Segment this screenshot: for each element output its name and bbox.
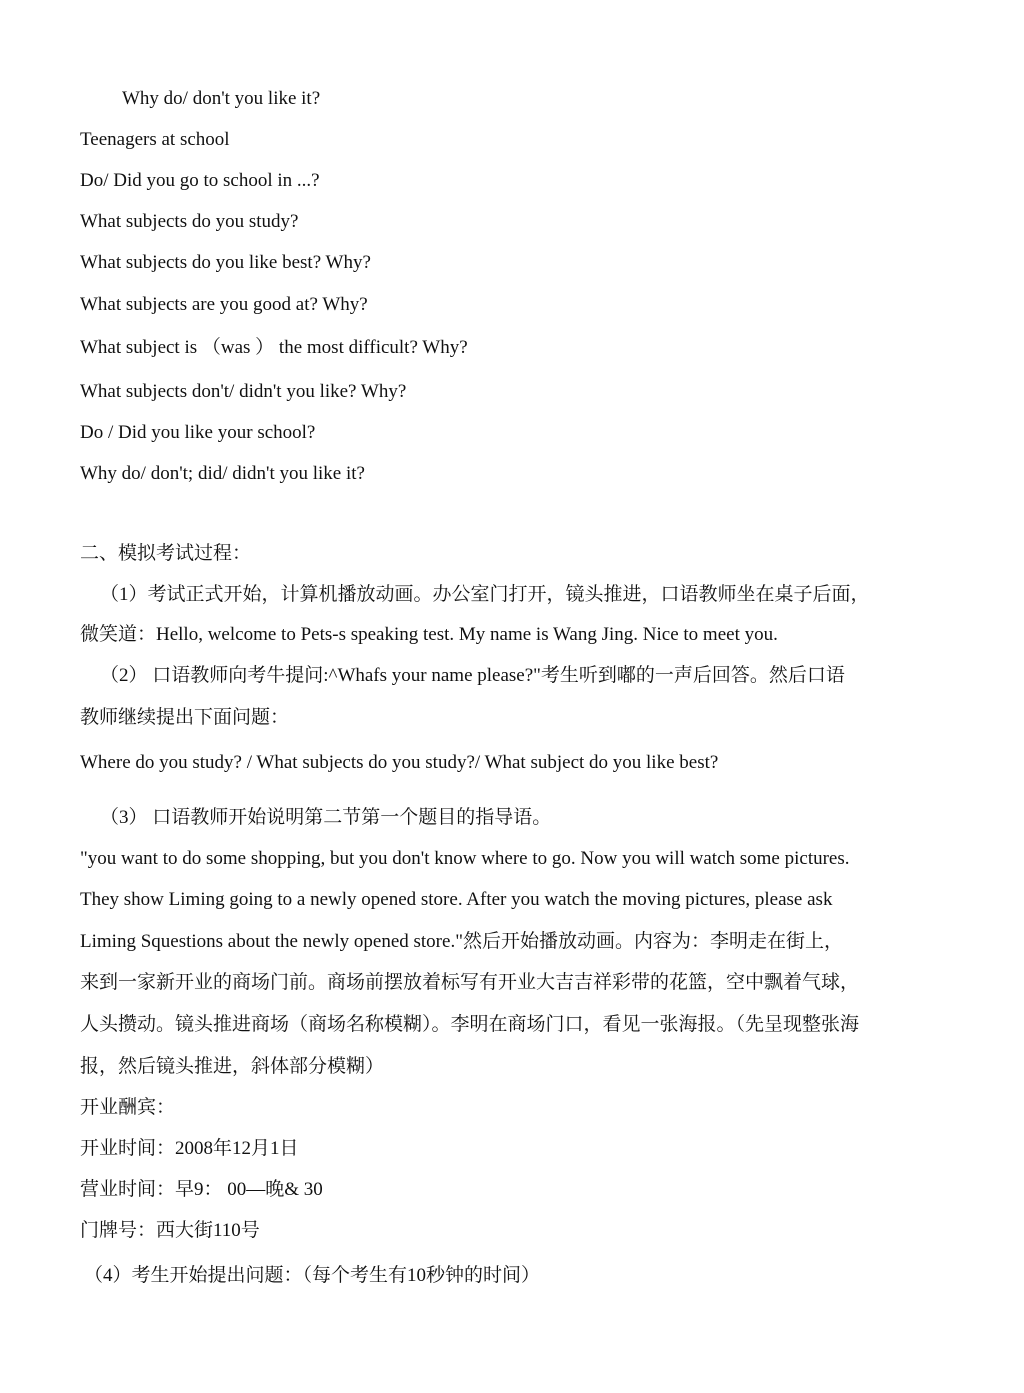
step2-line2: 教师继续提出下面问题： — [80, 707, 290, 728]
step3-line2: "you want to do some shopping, but you don't know where to go. Now you will watch some pictures. — [80, 848, 850, 869]
poster-business-hours: 营业时间：早9： 00—晚& 30 — [80, 1179, 323, 1200]
step3-line4: Liming Squestions about the newly opened store."然后开始播放动画。内容为：李明走在街上， — [80, 931, 843, 952]
question-most-difficult: What subject is （was ） the most difficult? Why? — [80, 337, 468, 358]
poster-address: 门牌号：西大街110号 — [80, 1220, 260, 1241]
step3-line1: （3） 口语教师开始说明第二节第一个题目的指导语。 — [100, 807, 552, 828]
step3-line6: 人头攒动。镜头推进商场（商场名称模糊）。李明在商场门口，看见一张海报。（先呈现整张海 — [80, 1014, 860, 1035]
question-like-school: Do / Did you like your school? — [80, 422, 316, 443]
topic-heading-teenagers-at-school: Teenagers at school — [80, 129, 230, 150]
question-subjects-good-at: What subjects are you good at? Why? — [80, 294, 368, 315]
question-subjects-dislike: What subjects don't/ didn't you like? Why? — [80, 381, 407, 402]
step3-line7: 报，然后镜头推进，斜体部分模糊） — [80, 1056, 385, 1077]
step3-line3: They show Liming going to a newly opened store. After you watch the moving pictures, please ask — [80, 889, 833, 910]
step1-line2: 微笑道：Hello, welcome to Pets-s speaking test. My name is Wang Jing. Nice to meet you. — [80, 624, 778, 645]
question-go-to-school: Do/ Did you go to school in ...? — [80, 170, 320, 191]
step1-line1: （1）考试正式开始，计算机播放动画。办公室门打开，镜头推进，口语教师坐在桌子后面， — [100, 584, 870, 605]
poster-title: 开业酬宾： — [80, 1097, 176, 1118]
poster-opening-date: 开业时间：2008年12月1日 — [80, 1138, 299, 1159]
section-heading: 二、模拟考试过程： — [80, 543, 252, 564]
question-subjects-study: What subjects do you study? — [80, 211, 299, 232]
step2-line3: Where do you study? / What subjects do you study?/ What subject do you like best? — [80, 752, 719, 773]
step2-line1: （2） 口语教师向考牛提问:^Whafs your name please?"考生听到嘟的一声后回答。然后口语 — [100, 665, 845, 686]
step3-line5: 来到一家新开业的商场门前。商场前摆放着标写有开业大吉吉祥彩带的花篮，空中飘着气球， — [80, 972, 860, 993]
step4-line: （4）考生开始提出问题：（每个考生有10秒钟的时间） — [84, 1265, 541, 1286]
question-why-like-it: Why do/ don't; did/ didn't you like it? — [80, 463, 365, 484]
question-why-like: Why do/ don't you like it? — [122, 88, 321, 109]
question-subjects-like-best: What subjects do you like best? Why? — [80, 252, 371, 273]
